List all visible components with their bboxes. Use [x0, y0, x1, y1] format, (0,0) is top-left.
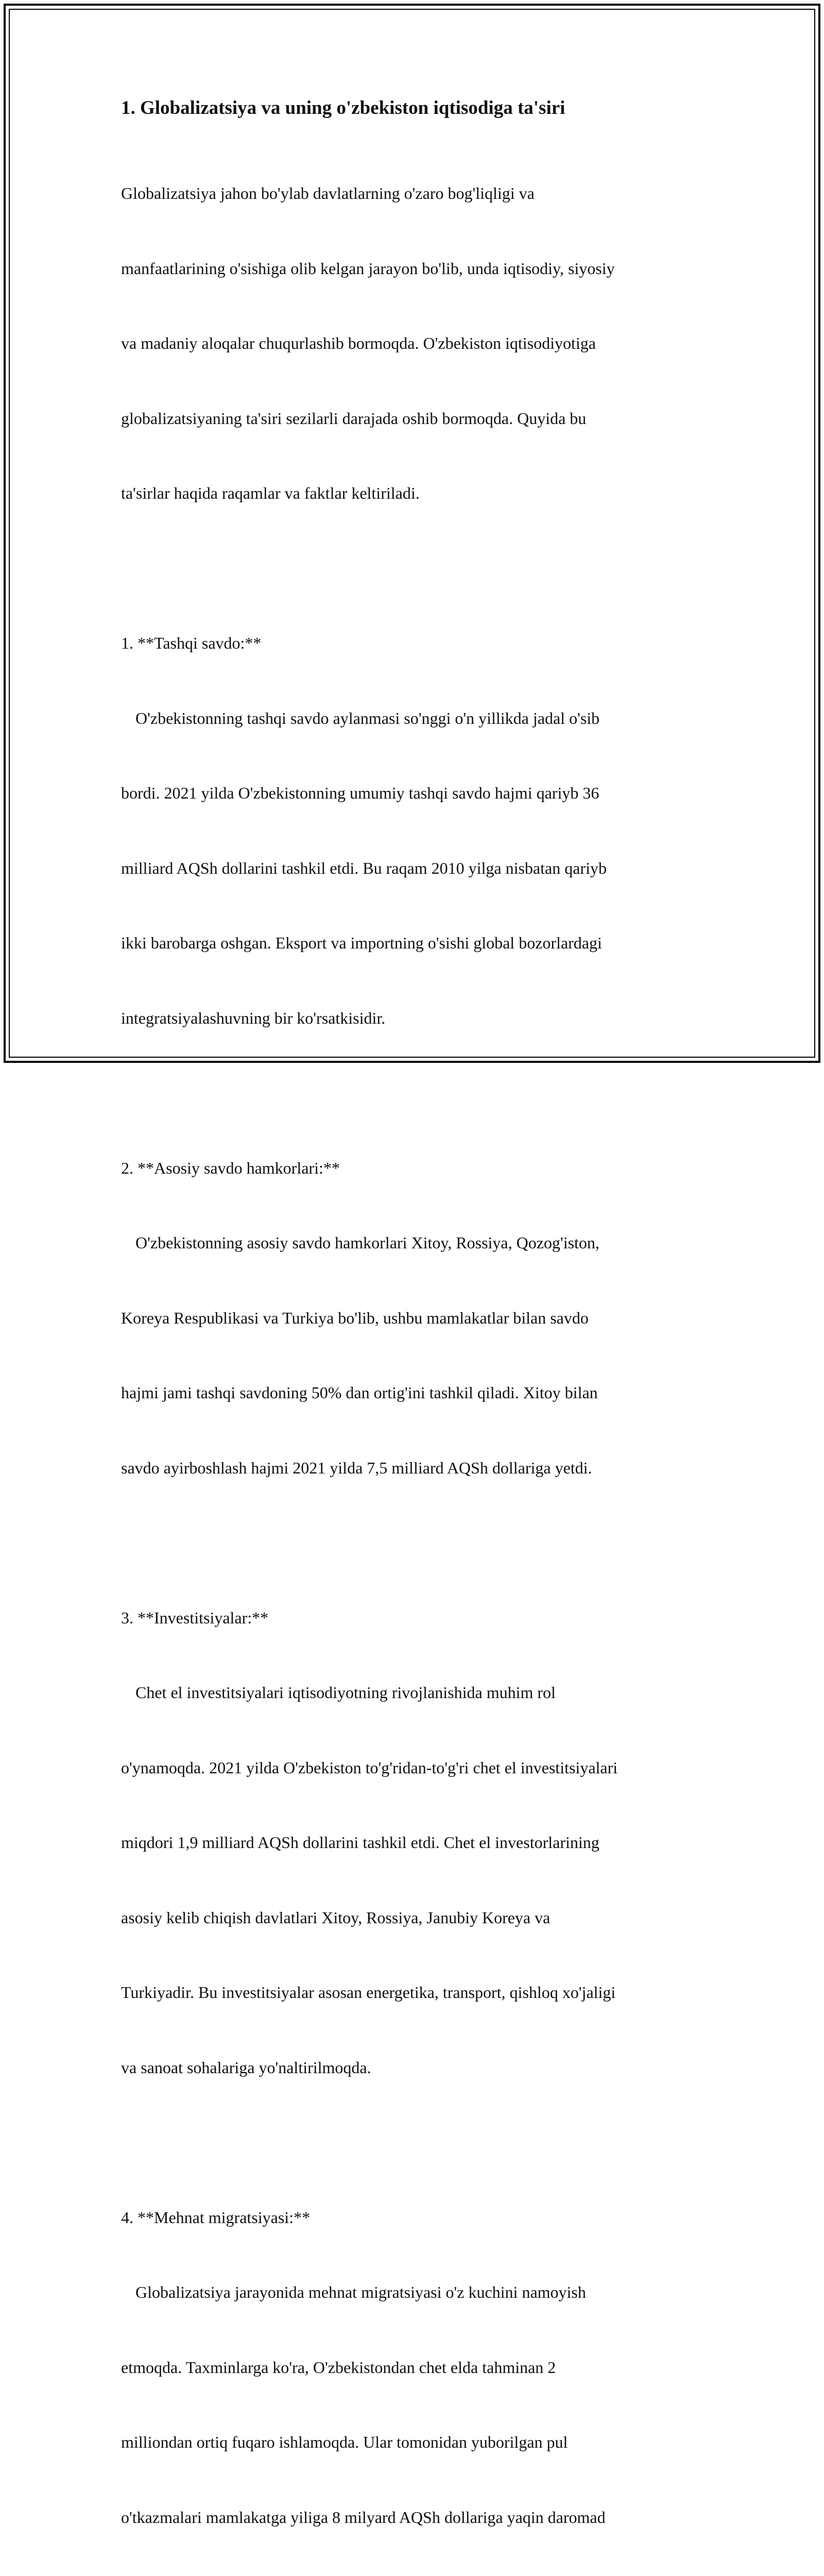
section-line: Koreya Respublikasi va Turkiya bo'lib, ushbu mamlakatlar bilan savdo	[121, 1306, 703, 1331]
intro-line: ta'sirlar haqida raqamlar va faktlar keltiriladi.	[121, 481, 703, 506]
section-line: O'zbekistonning tashqi savdo aylanmasi so'nggi o'n yillikda jadal o'sib	[121, 706, 703, 731]
paragraph-gap	[121, 556, 703, 581]
section-savdo-hamkorlari	[121, 1106, 703, 1531]
section-line: hajmi jami tashqi savdoning 50% dan ortig'ini tashkil qiladi. Xitoy bilan	[121, 1380, 703, 1405]
section-mehnat-migratsiyasi	[121, 2155, 703, 2576]
intro-line: globalizatsiyaning ta'siri sezilarli darajada oshib bormoqda. Quyida bu	[121, 406, 703, 431]
section-line: o'tkazmalari mamlakatga yiliga 8 milyard AQSh dollariga yaqin daromad	[121, 2505, 703, 2530]
intro-line: va madaniy aloqalar chuqurlashib bormoqda. O'zbekiston iqtisodiyotiga	[121, 331, 703, 356]
section-line: milliard AQSh dollarini tashkil etdi. Bu raqam 2010 yilga nisbatan qariyb	[121, 856, 703, 881]
intro-line: Globalizatsiya jahon bo'ylab davlatlarning o'zaro bog'liqligi va	[121, 181, 703, 206]
section-line: bordi. 2021 yilda O'zbekistonning umumiy tashqi savdo hajmi qariyb 36	[121, 781, 703, 806]
section-line: etmoqda. Taxminlarga ko'ra, O'zbekistondan chet elda tahminan 2	[121, 2355, 703, 2380]
section-heading: 2. **Asosiy savdo hamkorlari:**	[121, 1156, 703, 1181]
paragraph-gap	[121, 1530, 703, 1555]
document-body	[121, 96, 703, 2576]
intro-line: manfaatlarining o'sishiga olib kelgan jarayon bo'lib, unda iqtisodiy, siyosiy	[121, 256, 703, 281]
section-line: Chet el investitsiyalari iqtisodiyotning rivojlanishida muhim rol	[121, 1680, 703, 1705]
section-heading: 1. **Tashqi savdo:**	[121, 631, 703, 656]
section-tashqi-savdo	[121, 581, 703, 1080]
paragraph-gap	[121, 1080, 703, 1106]
section-line: savdo ayirboshlash hajmi 2021 yilda 7,5 milliard AQSh dollariga yetdi.	[121, 1455, 703, 1481]
section-line: miqdori 1,9 milliard AQSh dollarini tashkil etdi. Chet el investorlarining	[121, 1830, 703, 1855]
section-line: asosiy kelib chiqish davlatlari Xitoy, Rossiya, Janubiy Koreya va	[121, 1905, 703, 1930]
section-line: milliondan ortiq fuqaro ishlamoqda. Ular tomonidan yuborilgan pul	[121, 2430, 703, 2455]
paragraph-gap	[121, 2130, 703, 2155]
document-title: 1. Globalizatsiya va uning o'zbekiston iqtisodiga ta'siri	[121, 96, 703, 121]
section-line: va sanoat sohalariga yo'naltirilmoqda.	[121, 2055, 703, 2080]
section-line: Turkiyadir. Bu investitsiyalar asosan energetika, transport, qishloq xo'jaligi	[121, 1980, 703, 2005]
section-line: Globalizatsiya jarayonida mehnat migratsiyasi o'z kuchini namoyish	[121, 2280, 703, 2305]
section-investitsiyalar	[121, 1555, 703, 2130]
section-line: o'ynamoqda. 2021 yilda O'zbekiston to'g'ridan-to'g'ri chet el investitsiyalari	[121, 1755, 703, 1781]
section-heading: 4. **Mehnat migratsiyasi:**	[121, 2205, 703, 2230]
section-line: ikki barobarga oshgan. Eksport va importning o'sishi global bozorlardagi	[121, 930, 703, 956]
intro-paragraph	[121, 131, 703, 556]
section-heading: 3. **Investitsiyalar:**	[121, 1605, 703, 1631]
section-line: O'zbekistonning asosiy savdo hamkorlari Xitoy, Rossiya, Qozog'iston,	[121, 1230, 703, 1256]
section-line: integratsiyalashuvning bir ko'rsatkisidir.	[121, 1006, 703, 1031]
